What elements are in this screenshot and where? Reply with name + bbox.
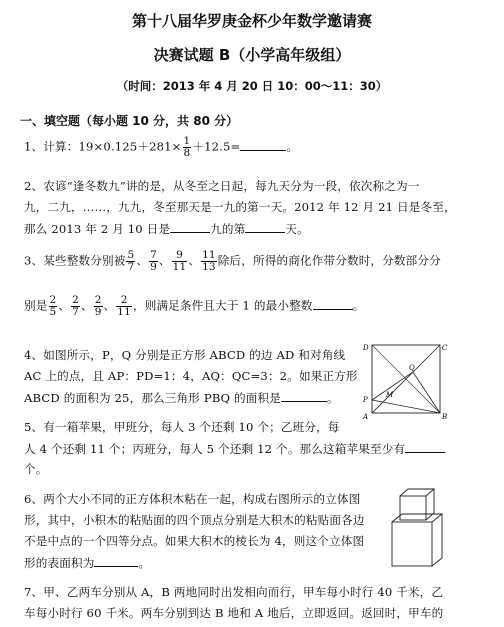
q7-line2: 车每小时行 60 千米。两车分别到达 B 地和 A 地后，立即返回。返回时，甲车的: [24, 606, 444, 620]
q3-frac-1-den: 7: [127, 261, 135, 273]
q4-answer-blank: [281, 389, 327, 402]
q4-line3: [24, 389, 339, 406]
q6-answer-blank: [94, 554, 138, 567]
question-1: [24, 136, 298, 159]
q3-end: 。: [352, 298, 365, 313]
q1-answer-blank: [240, 138, 286, 151]
q3-line1: [24, 250, 441, 273]
label-m: M: [386, 391, 394, 399]
small-cube-front: [400, 496, 426, 520]
label-q: Q: [409, 364, 415, 372]
q3-sep: 、: [188, 253, 201, 268]
small-cube-top: [400, 489, 434, 496]
q3-frac2-1-den: 5: [49, 306, 57, 318]
q3-sep: 、: [80, 298, 93, 313]
q6-line4b: 。: [138, 556, 151, 570]
q3-frac-2-den: 9: [150, 261, 157, 273]
q2-line1: 2、农谚“逢冬数九”讲的是，从冬至之日起，每九天分为一段，依次称之为一: [24, 179, 420, 193]
small-cube-side: [426, 489, 434, 520]
q6-line4a: 形的表面积为: [24, 556, 95, 570]
q3-frac2-3-num: 2: [94, 294, 102, 306]
q7-line1: 7、甲、乙两车分别从 A，B 两地同时出发相向而行，甲车每小时行 40 千米，乙: [24, 585, 444, 599]
q3-frac2-1-num: 2: [49, 294, 57, 306]
large-cube-front: [392, 522, 432, 566]
q3-frac2-3: [94, 295, 103, 318]
page-subtitle: 决赛试题 B（小学高年级组）: [153, 46, 351, 64]
q4-line3a: ABCD 的面积为 25，那么三角形 PBQ 的面积是: [24, 391, 281, 405]
q3-frac-4-num: 11: [202, 249, 216, 261]
q3-frac-4-den: 13: [202, 261, 216, 273]
q2-line3b: 九的第: [210, 222, 246, 236]
label-c: C: [442, 344, 448, 352]
large-cube-top: [392, 514, 442, 522]
q5-line2: [24, 440, 445, 457]
q4-line1: 4、如图所示，P，Q 分别是正方形 ABCD 的边 AD 和对角线: [24, 348, 346, 362]
label-b: B: [442, 413, 448, 420]
q1-prefix: 1、计算：19×0.125＋281×: [24, 139, 182, 154]
q3-frac2-4-den: 11: [117, 306, 131, 318]
q6-line4: [24, 554, 150, 571]
q1-suffix: ＋12.5=: [192, 139, 241, 154]
q5-answer-blank: [405, 440, 445, 453]
q2-line3: [24, 220, 309, 237]
q4-line2: AC 上的点，且 AP：PD=1：4，AQ：QC=3：2。如果正方形: [24, 369, 358, 383]
q1-fraction: [183, 136, 192, 159]
label-p: P: [363, 396, 368, 404]
q4-line3b: 。: [326, 391, 339, 405]
q3-mid: 除后，所得的商化作带分数时，分数部分分: [217, 253, 441, 268]
large-cube-side: [432, 514, 442, 566]
q3-sep: 、: [103, 298, 116, 313]
q3-frac2-1: [49, 295, 58, 318]
q1-frac-den: 8: [183, 147, 191, 159]
q5-line3: 个。: [24, 462, 48, 476]
q3-frac-2-num: 7: [150, 249, 157, 261]
q2-line3c: 天。: [285, 222, 309, 236]
q3-frac2-4-num: 2: [116, 295, 132, 307]
q3-frac2-4: [116, 295, 132, 318]
q4-square-figure: [362, 340, 454, 420]
q5-line1: 5、有一箱苹果，甲班分，每人 3 个还剩 10 个；乙班分，每: [24, 420, 340, 434]
q3-frac-1: [126, 250, 135, 273]
q3-frac-3: [172, 250, 188, 273]
q2-blank-1: [170, 220, 210, 233]
q6-line2: 形，其中，小积木的粘贴面的四个顶点分别是大积木的粘贴面各边: [24, 513, 365, 527]
segment-qb: [413, 372, 440, 413]
q3-line2-prefix: 别是: [24, 298, 48, 313]
q1-end: 。: [286, 139, 299, 154]
q6-line1: 6、两个大小不同的正方体积木粘在一起，构成右图所示的立体图: [24, 492, 361, 506]
q3-answer-blank: [313, 297, 353, 310]
segment-pb: [372, 400, 440, 413]
q2-line2: 九，二九，……，九九，冬至那天是一九的第一天。2012 年 12 月 21 日是冬至，: [24, 200, 456, 214]
q3-sep: 、: [136, 253, 149, 268]
q3-frac-3-den: 11: [172, 261, 187, 273]
q6-line3: 不是中点的一个四等分点。如果大积木的棱长为 4，则这个立体图: [24, 534, 365, 548]
q3-frac2-3-den: 9: [94, 306, 102, 318]
q2-blank-2: [245, 220, 285, 233]
q3-sep: 、: [58, 298, 71, 313]
q3-frac-3-num: 9: [172, 250, 188, 262]
q3-frac2-2-num: 2: [72, 294, 79, 306]
q3-line2-suffix: ，则满足条件且大于 1 的最小整数: [132, 298, 313, 313]
q6-cubes-figure: [388, 484, 448, 572]
label-a: A: [363, 413, 369, 420]
q3-frac-4: [201, 250, 217, 273]
exam-time: （时间：2013 年 4 月 20 日 10：00～11：30）: [116, 79, 388, 93]
q3-frac2-2: [71, 295, 80, 318]
q3-prefix: 3、某些整数分别被: [24, 253, 126, 268]
q3-frac-1-num: 5: [127, 249, 135, 261]
label-d: D: [363, 344, 369, 352]
q3-frac2-2-den: 7: [72, 306, 79, 318]
q2-line3a: 那么 2013 年 2 月 10 日是: [24, 222, 171, 236]
q1-frac-num: 1: [183, 135, 191, 147]
section-title: 一、填空题（每小题 10 分，共 80 分）: [20, 114, 239, 128]
q3-frac-2: [149, 250, 158, 273]
q3-line2: [24, 295, 364, 318]
q5-line2a: 人 4 个还剩 11 个；丙班分，每人 5 个还剩 12 个。那么这箱苹果至少有: [24, 442, 406, 456]
q3-sep: 、: [158, 253, 171, 268]
page-title: 第十八届华罗庚金杯少年数学邀请赛: [131, 12, 372, 30]
